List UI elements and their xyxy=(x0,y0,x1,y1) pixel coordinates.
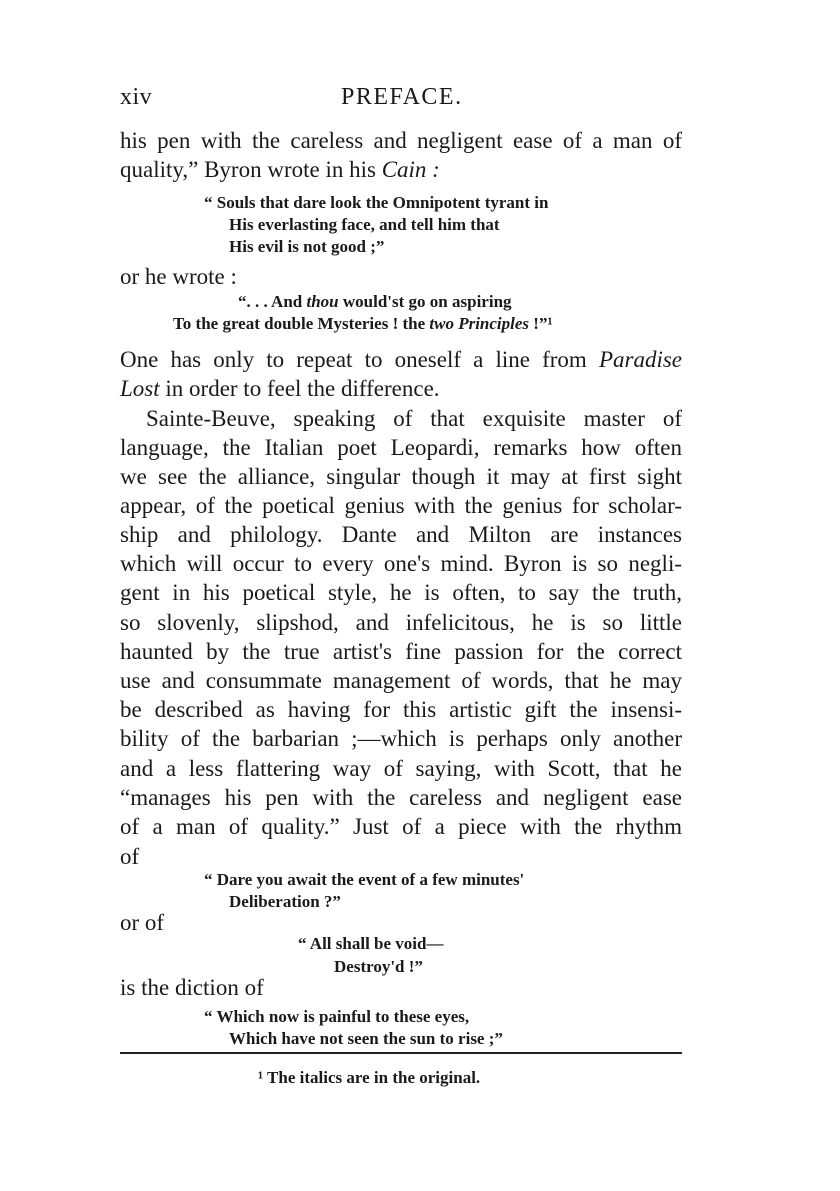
verse-line: Deliberation ?” xyxy=(229,892,341,911)
text-line: of a man of quality.” Just of a piece with the rhythm xyxy=(120,814,682,839)
verse-line: “ All shall be void— xyxy=(298,934,444,953)
verse-line: His everlasting face, and tell him that xyxy=(229,215,500,234)
italic-word: thou xyxy=(306,292,339,311)
italic-title: Cain : xyxy=(381,157,440,182)
text-span: To the great double Mysteries ! the xyxy=(173,314,430,333)
text-span: “. . . And xyxy=(238,292,307,311)
text-line xyxy=(120,155,440,184)
verse-line: “ Souls that dare look the Omnipotent tyrant in xyxy=(204,193,549,212)
text-line: of xyxy=(120,844,140,869)
text-span: in order to feel the difference. xyxy=(159,376,440,401)
text-span: quality,” Byron wrote in his xyxy=(120,157,382,182)
text-line: ship and philology. Dante and Milton are instances xyxy=(120,522,682,547)
text-span: would'st go on aspiring xyxy=(338,292,512,311)
text-line: gent in his poetical style, he is often, to say the truth, xyxy=(120,580,682,605)
text-line: haunted by the true artist's fine passion for the correct xyxy=(120,639,682,664)
text-line xyxy=(120,374,440,403)
text-line: or he wrote : xyxy=(120,264,237,289)
text-line: his pen with the careless and negligent ease of a man of xyxy=(120,128,682,153)
text-span: One has only to repeat to oneself a line from xyxy=(120,347,599,372)
footnote: ¹ The italics are in the original. xyxy=(258,1068,481,1087)
text-line: we see the alliance, singular though it may at first sight xyxy=(120,464,682,489)
text-line: language, the Italian poet Leopardi, remarks how often xyxy=(120,435,682,460)
text-line: or of xyxy=(120,910,165,935)
verse-line xyxy=(173,313,553,335)
running-head: PREFACE. xyxy=(341,84,463,110)
verse-line: “ Dare you await the event of a few minutes' xyxy=(204,870,525,889)
verse-line: Destroy'd !” xyxy=(334,957,423,976)
text-line: Sainte-Beuve, speaking of that exquisite master of xyxy=(146,406,682,431)
text-line: is the diction of xyxy=(120,975,264,1000)
text-line: so slovenly, slipshod, and infelicitous, he is so little xyxy=(120,610,682,635)
text-line: and a less flattering way of saying, with Scott, that he xyxy=(120,756,682,781)
verse-line: His evil is not good ;” xyxy=(229,237,385,256)
verse-line xyxy=(238,291,512,313)
text-line: appear, of the poetical genius with the genius for scholar- xyxy=(120,493,682,518)
text-line: which will occur to every one's mind. Byron is so negli- xyxy=(120,551,682,576)
verse-line: “ Which now is painful to these eyes, xyxy=(204,1007,470,1026)
text-line: bility of the barbarian ;—which is perhaps only another xyxy=(120,726,682,751)
italic-title: Lost xyxy=(120,376,160,401)
text-line: “manages his pen with the careless and negligent ease xyxy=(120,785,682,810)
page-number: xiv xyxy=(120,84,153,110)
text-line: use and consummate management of words, that he may xyxy=(120,668,682,693)
italic-title: Paradise xyxy=(598,347,682,372)
text-span: !”¹ xyxy=(529,314,553,333)
verse-line: Which have not seen the sun to rise ;” xyxy=(229,1029,503,1048)
text-line: be described as having for this artistic gift the insensi- xyxy=(120,697,682,722)
text-line xyxy=(120,345,682,374)
footnote-rule xyxy=(120,1052,682,1054)
italic-word: two Principles xyxy=(429,314,530,333)
